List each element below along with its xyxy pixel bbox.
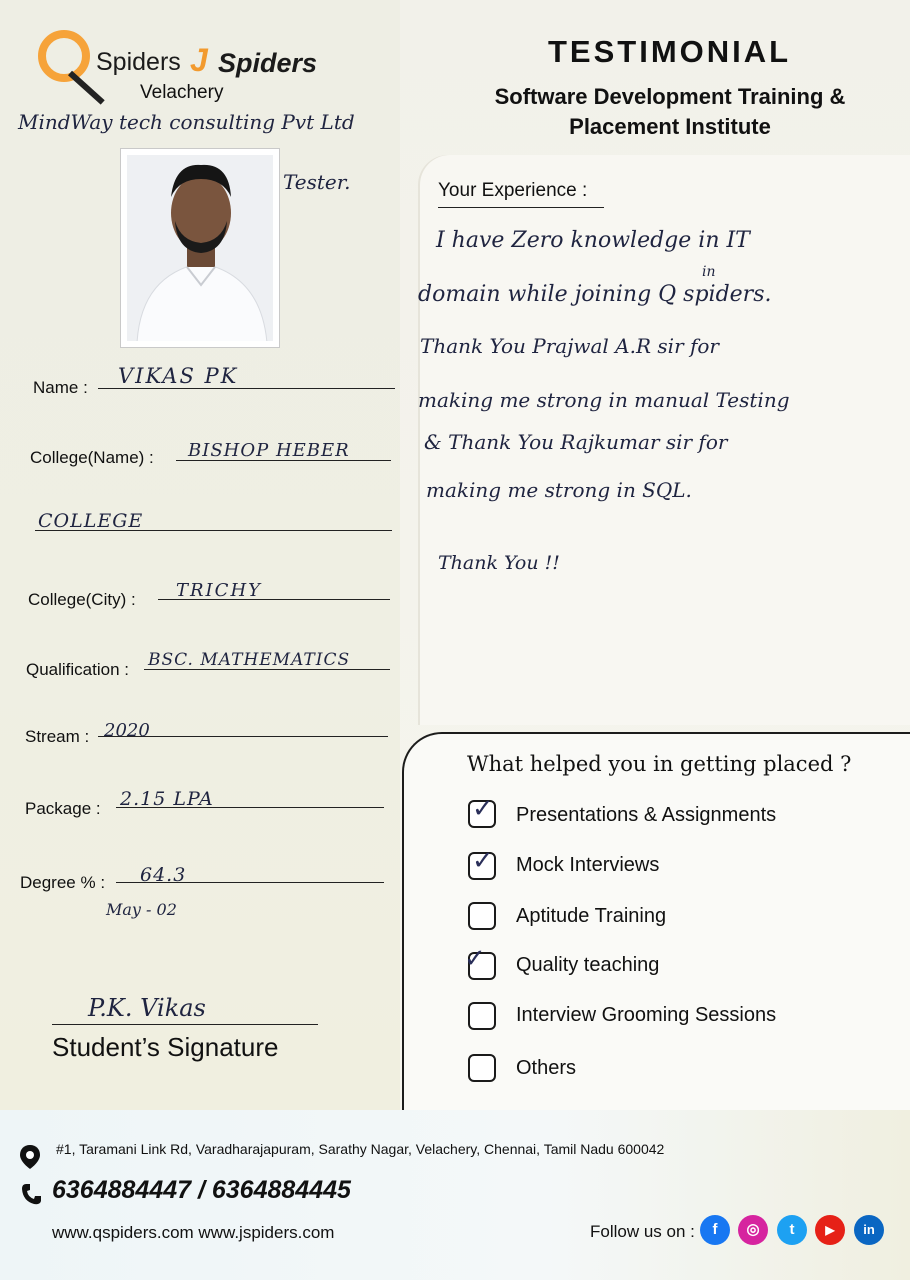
stream-value: 2020 (104, 720, 150, 741)
brand-name-2: Spiders (218, 48, 318, 78)
student-photo-image (127, 155, 273, 341)
youtube-icon[interactable]: ▶ (815, 1215, 845, 1245)
twitter-icon[interactable]: t (777, 1215, 807, 1245)
role-handwritten: Tester. (283, 170, 351, 194)
degree-value: 64.3 (140, 864, 187, 886)
facebook-icon[interactable]: f (700, 1215, 730, 1245)
option-label: Aptitude Training (516, 905, 667, 927)
checklist-question: What helped you in getting placed ? (467, 752, 852, 776)
option-label: Interview Grooming Sessions (516, 1004, 777, 1026)
name-value: VIKAS PK (118, 364, 239, 388)
college-value: BISHOP HEBER (188, 440, 350, 461)
experience-label-underline (438, 207, 604, 208)
experience-insert: in (702, 264, 716, 280)
qualification-value: BSC. MATHEMATICS (148, 650, 351, 670)
experience-line-3: Thank You Prajwal A.R sir for (420, 334, 719, 358)
signature-scribble: P.K. Vikas (88, 994, 206, 1022)
check-mark-icon: ✓ (472, 846, 494, 876)
city-value: TRICHY (176, 580, 263, 601)
follow-us-label: Follow us on : (590, 1222, 695, 1241)
experience-closing: Thank You !! (438, 552, 560, 574)
footer-phones[interactable]: 6364884447 / 6364884445 (52, 1176, 351, 1204)
qualification-label: Qualification : (26, 660, 129, 679)
package-label: Package : (25, 799, 101, 818)
footer-websites[interactable]: www.qspiders.com www.jspiders.com (52, 1223, 335, 1242)
subtitle-line-2: Placement Institute (569, 114, 771, 139)
checkbox-aptitude[interactable] (468, 902, 496, 930)
page-subtitle (450, 82, 890, 142)
city-label: College(City) : (28, 590, 136, 609)
option-label: Presentations & Assignments (516, 804, 777, 826)
student-photo (120, 148, 280, 348)
option-label: Others (516, 1057, 577, 1079)
name-label: Name : (33, 378, 88, 397)
footer-address: #1, Taramani Link Rd, Varadharajapuram, Sarathy Nagar, Velachery, Chennai, Tamil Nadu 600042 (56, 1141, 665, 1157)
package-value: 2.15 LPA (120, 788, 214, 810)
page-title: TESTIMONIAL (548, 34, 792, 69)
brand-j-letter: J (190, 42, 208, 78)
signature-label: Student’s Signature (52, 1032, 279, 1062)
location-pin-icon (20, 1145, 40, 1169)
option-label: Mock Interviews (516, 854, 660, 876)
q-logo-icon (38, 30, 90, 82)
check-mark-icon: ✓ (464, 944, 486, 974)
experience-label: Your Experience : (438, 180, 588, 201)
college-label: College(Name) : (30, 448, 154, 467)
brand-name-1: Spiders (96, 48, 181, 76)
experience-line-5: & Thank You Rajkumar sir for (424, 430, 728, 454)
checkbox-interview-grooming[interactable] (468, 1002, 496, 1030)
stream-label: Stream : (25, 727, 90, 746)
branch-name: Velachery (140, 82, 224, 103)
degree-note: May - 02 (106, 900, 177, 919)
option-label: Quality teaching (516, 954, 660, 976)
subtitle-line-1: Software Development Training & (494, 84, 846, 109)
name-line (98, 388, 395, 389)
checkbox-others[interactable] (468, 1054, 496, 1082)
college-value-2: COLLEGE (38, 510, 144, 532)
experience-line-1: I have Zero knowledge in IT (436, 228, 750, 253)
experience-line-6: making me strong in SQL. (426, 478, 692, 502)
phone-icon (20, 1182, 42, 1206)
signature-line (52, 1024, 318, 1025)
degree-label: Degree % : (20, 873, 106, 892)
experience-line-4: making me strong in manual Testing (418, 388, 790, 412)
linkedin-icon[interactable]: in (854, 1215, 884, 1245)
check-mark-icon: ✓ (472, 794, 494, 824)
company-handwritten: MindWay tech consulting Pvt Ltd (18, 110, 355, 134)
instagram-icon[interactable]: ◎ (738, 1215, 768, 1245)
experience-line-2: domain while joining Q spiders. (418, 282, 772, 307)
